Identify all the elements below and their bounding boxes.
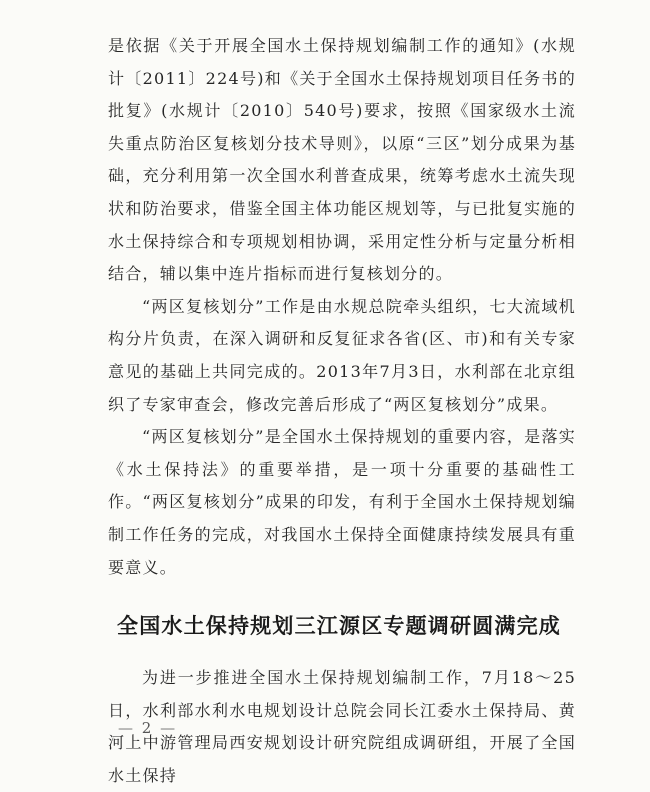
page-number-dash-right: — (160, 719, 178, 737)
paragraph-review-process: “两区复核划分”工作是由水规总院牵头组织，七大流域机构分片负责，在深入调研和反复征求各省(区、市)和有关专家意见的基础上共同完成的。2013年7月3日，水利部在北京组织了专家审查会，修改完善后形成了“两区复核划分”成果。 (108, 296, 576, 414)
document-body (108, 30, 576, 792)
paragraph-continued: 是依据《关于开展全国水土保持规划编制工作的通知》(水规计〔2011〕224号)和《关于全国水土保持规划项目任务书的批复》(水规计〔2010〕540号)要求，按照《国家级水土流失重点防治区复核划分技术导则》，以原“三区”划分成果为基础，充分利用第一次全国水利普查成果，统筹考虑水土流失现状和防治要求，借鉴全国主体功能区规划等，与已批复实施的水土保持综合和专项规划相协调，采用定性分析与定量分析相结合，辅以集中连片指标而进行复核划分的。 (108, 36, 576, 284)
page-number: 2 (141, 719, 154, 737)
section-heading: 全国水土保持规划三江源区专题调研圆满完成 (117, 614, 561, 639)
paragraph-significance: “两区复核划分”是全国水土保持规划的重要内容，是落实《水土保持法》的重要举措，是一项十分重要的基础性工作。“两区复核划分”成果的印发，有利于全国水土保持规划编制工作任务的完成，对我国水土保持全面健康持续发展具有重要意义。 (108, 427, 576, 577)
page-number-footer (118, 719, 177, 737)
paragraph-survey-intro: 为进一步推进全国水土保持规划编制工作，7月18～25日，水利部水利水电规划设计总院会同长江委水土保持局、黄河上中游管理局西安规划设计研究院组成调研组，开展了全国水土保持 (108, 668, 576, 785)
page-number-dash-left: — (118, 719, 135, 737)
